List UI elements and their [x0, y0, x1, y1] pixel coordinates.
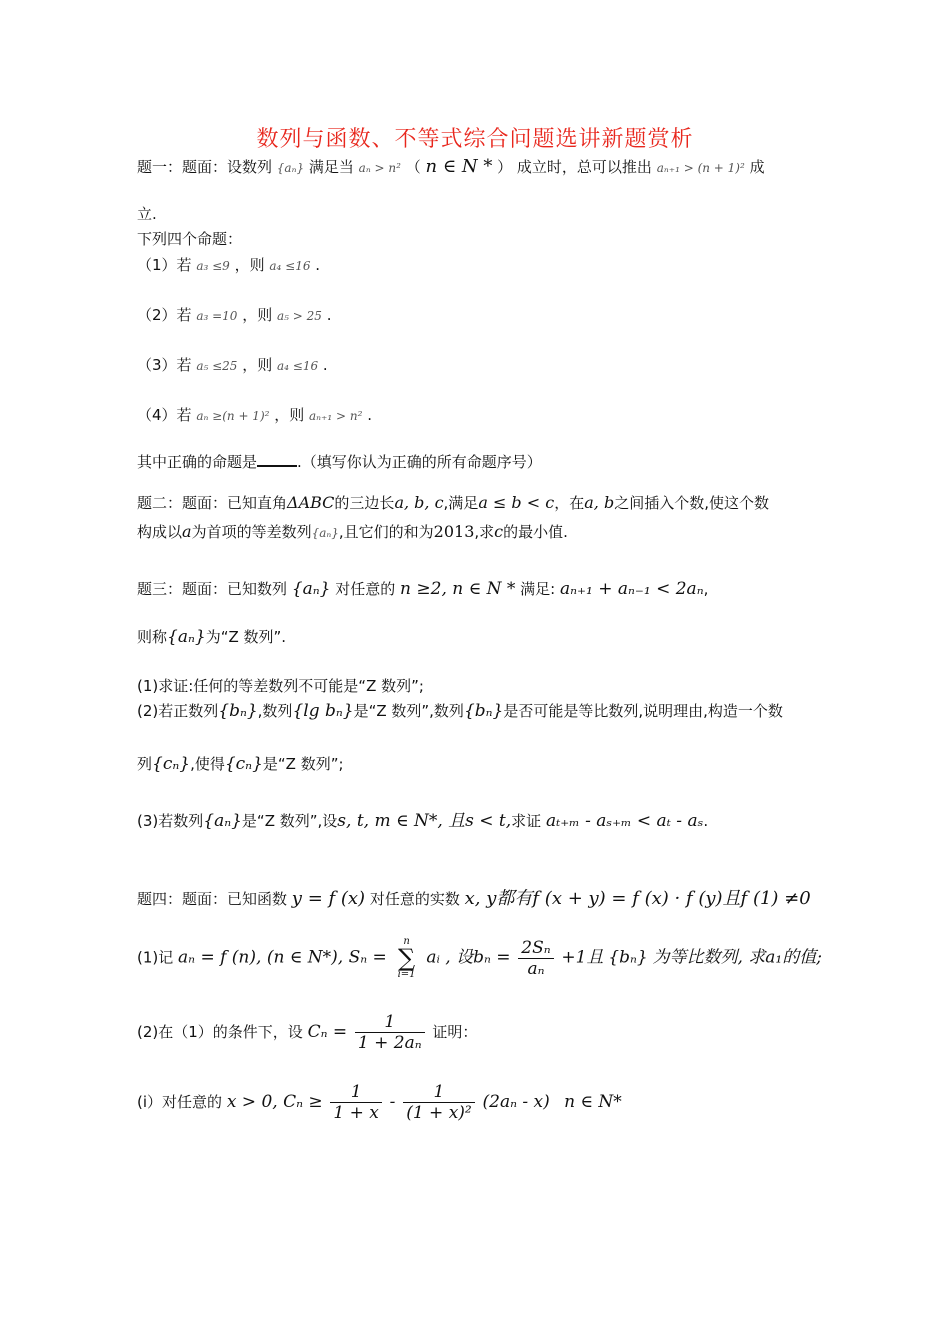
q3-cond: n ≥2, n ∈ N * — [400, 579, 516, 599]
q4-fraction-4 — [403, 1082, 475, 1123]
q4-an-def: aₙ = f (n), (n ∈ N*), Sₙ = — [178, 947, 387, 968]
sum-upper: n — [403, 936, 410, 947]
q3-text-p: 求证 — [511, 812, 542, 830]
q3-ineq: aₙ₊₁ + aₙ₋₁ < 2aₙ — [560, 579, 704, 599]
prop-mid: ，则 — [234, 256, 265, 274]
q1-ask-a: 其中正确的命题是 — [137, 453, 258, 471]
q1-intro-b: 满足当 — [308, 158, 354, 176]
q2-sum: 2013 — [433, 522, 475, 541]
prop-num: （4）若 — [137, 406, 192, 424]
prop-end: . — [322, 356, 328, 374]
prop-num: （3）若 — [137, 356, 192, 374]
q3-cn-2: {cₙ} — [224, 754, 263, 774]
q3-seq-2: {aₙ} — [167, 627, 206, 647]
prop-hyp: a₃ ≤9 — [196, 259, 230, 273]
q4-cn: Cₙ = — [307, 1022, 348, 1042]
prop-hyp: a₃ =10 — [196, 309, 238, 323]
q4-fraction-1 — [518, 938, 553, 979]
q4-domain: n ∈ N* — [564, 1092, 622, 1112]
q4-factor: (2aₙ - x) — [482, 1092, 550, 1112]
q2-text-g: 为首项的等差数列 — [191, 523, 312, 541]
q3-bn: {bₙ} — [218, 701, 258, 721]
q1-concl: aₙ₊₁ > (n + 1)² — [656, 161, 745, 175]
q4-text-d: (2)在（1）的条件下，设 — [137, 1023, 303, 1041]
prop-mid: ，则 — [242, 356, 273, 374]
q4-part-2 — [137, 1012, 477, 1053]
q2-line-2 — [137, 521, 568, 542]
fraction-numerator: 1 — [433, 1082, 445, 1102]
q3-part-1: (1)求证:任何的等差数列不可能是“Z 数列”; — [137, 677, 424, 695]
prop-num: （2）若 — [137, 306, 192, 324]
q3-text-l: ,使得 — [190, 755, 225, 773]
prop-conc: a₄ ≤16 — [269, 259, 311, 273]
q3-part-2 — [137, 700, 783, 721]
q3-text-j: 是否可能是等比数列,说明理由,构造一个数 — [503, 702, 783, 720]
q3-text-e: 则称 — [137, 628, 168, 646]
q2-text-c: ,满足 — [443, 494, 479, 512]
q3-text-m: 是“Z 数列”; — [262, 755, 344, 773]
q1-intro-a: 题一：题面：设数列 — [137, 158, 273, 176]
q4-cond: x, y都有f (x + y) = f (x) · f (y)且f (1) ≠0 — [464, 888, 811, 909]
q1-cond: aₙ > n² — [358, 161, 401, 175]
q3-text-n: (3)若数列 — [137, 812, 204, 830]
q1-seq: {aₙ} — [276, 161, 305, 175]
q3-part-2-wrap — [137, 753, 344, 774]
prop-end: . — [367, 406, 372, 424]
q2-seq: {aₙ} — [311, 526, 339, 540]
q3-text-i: 是“Z 数列”,数列 — [353, 702, 464, 720]
q2-text-a: 题二：题面：已知直角 — [137, 494, 288, 512]
q4-text-b: 对任意的实数 — [369, 890, 460, 908]
fraction-numerator: 1 — [384, 1012, 396, 1032]
q1-prop-3 — [137, 354, 328, 375]
fraction-denominator: (1 + x)² — [403, 1102, 475, 1123]
q1-wrap: 立. — [137, 205, 157, 223]
q4-part-i — [137, 1082, 622, 1123]
q3-text-o: 是“Z 数列”,设 — [241, 812, 338, 830]
q2-line-1 — [137, 492, 769, 513]
q3-lgbn: {lg bₙ} — [292, 701, 354, 721]
q4-text-e: 证明： — [432, 1023, 478, 1041]
q2-ineq: a ≤ b < c — [478, 493, 555, 512]
q4-text-f: (i）对任意的 — [137, 1093, 223, 1111]
prop-end: . — [315, 256, 321, 274]
q4-text-a: 题四：题面：已知函数 — [137, 890, 288, 908]
q1-intro-c: 成立时，总可以推出 — [516, 158, 652, 176]
q2-abc: a, b, c — [394, 493, 444, 512]
q4-text-c: (1)记 — [137, 948, 174, 967]
q4-goal: 为等比数列, 求a₁的值; — [652, 947, 822, 968]
q1-paren-open: （ — [405, 158, 421, 176]
q3-part-3 — [137, 806, 708, 831]
q3-text-d: , — [703, 580, 709, 598]
q2-text-f: 构成以 — [137, 523, 183, 541]
q4-minus: - — [389, 1092, 396, 1112]
q1-tail: 成 — [749, 158, 765, 176]
q4-bn: {bₙ} — [608, 947, 648, 968]
q3-text-k: 列 — [137, 755, 153, 773]
q2-text-b: 的三边长 — [334, 494, 395, 512]
q3-text-q: . — [703, 812, 709, 830]
q4-func: y = f (x) — [291, 888, 366, 909]
q1-paren-close: ） — [497, 158, 513, 176]
q4-sum-symbol — [395, 936, 419, 980]
q4-plus-one: +1且 — [561, 947, 604, 968]
q3-line-2 — [137, 626, 286, 647]
q4-bn-def: aᵢ , 设bₙ = — [426, 947, 511, 968]
q2-ab: a, b — [584, 493, 615, 512]
q1-ask — [137, 451, 542, 472]
q1-list-intro: 下列四个命题： — [137, 230, 243, 248]
fraction-denominator: 1 + 2aₙ — [355, 1032, 425, 1053]
q4-fraction-2 — [355, 1012, 425, 1053]
q4-line-1 — [137, 884, 811, 910]
prop-conc: a₄ ≤16 — [277, 359, 319, 373]
prop-hyp: aₙ ≥(n + 1)² — [196, 409, 270, 423]
q2-a: a — [182, 522, 192, 541]
q3-cn: {cₙ} — [152, 754, 191, 774]
q1-ask-b: .（填写你认为正确的所有命题序号） — [297, 453, 542, 471]
q3-text-b: 对任意的 — [335, 580, 396, 598]
q3-line-1 — [137, 578, 708, 599]
q3-text-g: (2)若正数列 — [137, 702, 219, 720]
prop-conc: a₅ > 25 — [277, 309, 322, 323]
answer-blank — [257, 451, 297, 467]
q1-prop-2 — [137, 304, 332, 325]
prop-conc: aₙ₊₁ > n² — [309, 409, 363, 423]
q2-text-j: 的最小值. — [503, 523, 568, 541]
q3-bn-2: {bₙ} — [463, 701, 504, 721]
q2-triangle: ΔABC — [287, 493, 335, 512]
fraction-numerator: 2Sₙ — [521, 937, 551, 958]
sum-sign: ∑ — [397, 944, 416, 972]
fraction-denominator: 1 + x — [330, 1102, 381, 1123]
q2-text-e: 之间插入个数,使这个数 — [614, 494, 769, 512]
q1-domain: n ∈ N * — [425, 156, 493, 177]
q2-text-h: ,且它们的和为 — [338, 523, 434, 541]
q4-part-1 — [137, 936, 822, 980]
q3-text-a: 题三：题面：已知数列 — [137, 580, 288, 598]
q3-vars: s, t, m ∈ N*, 且s < t, — [337, 811, 512, 831]
prop-mid: ，则 — [274, 406, 305, 424]
q3-text-c: 满足: — [520, 580, 556, 598]
q1-prop-4 — [137, 404, 372, 425]
q3-text-h: ,数列 — [257, 702, 293, 720]
page-title: 数列与函数、不等式综合问题选讲新题赏析 — [256, 127, 694, 152]
fraction-numerator: 1 — [350, 1082, 362, 1102]
q2-text-i: ,求 — [474, 523, 495, 541]
sum-lower: i=1 — [397, 969, 416, 980]
q3-seq: {aₙ} — [291, 579, 331, 599]
prop-hyp: a₅ ≤25 — [196, 359, 238, 373]
q3-text-f: 为“Z 数列”. — [205, 628, 287, 646]
prop-mid: ，则 — [242, 306, 273, 324]
q2-text-d: ，在 — [554, 494, 585, 512]
q4-fraction-3 — [330, 1082, 381, 1123]
prop-end: . — [326, 306, 332, 324]
q1-prop-1 — [137, 254, 320, 275]
q1-statement — [137, 156, 765, 177]
q3-seq-3: {aₙ} — [203, 811, 242, 831]
fraction-denominator: aₙ — [518, 958, 553, 979]
q2-c: c — [494, 522, 504, 541]
q3-ineq-2: aₜ₊ₘ - aₛ₊ₘ < aₜ - aₛ — [545, 811, 704, 831]
prop-num: （1）若 — [137, 256, 192, 274]
q4-ineq-lhs: x > 0, Cₙ ≥ — [226, 1092, 323, 1112]
